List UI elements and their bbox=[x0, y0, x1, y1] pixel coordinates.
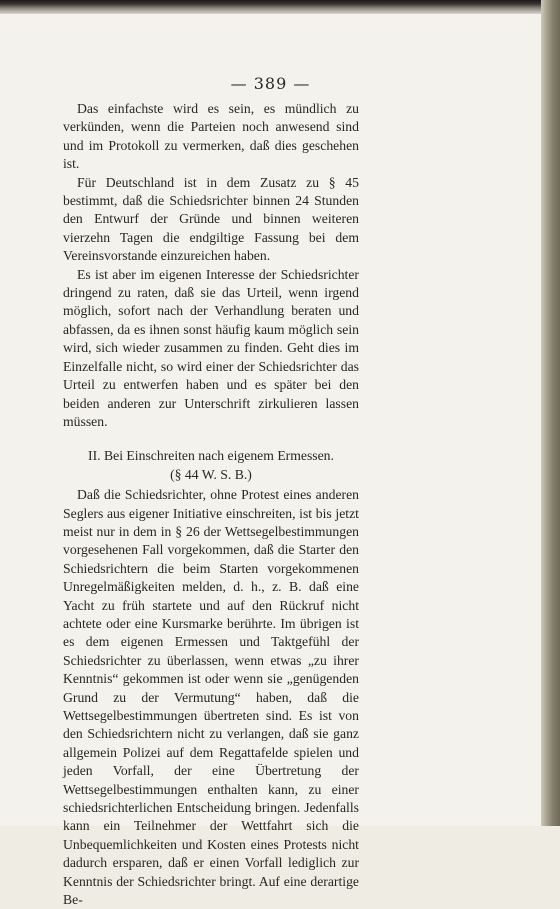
body-text bbox=[63, 100, 359, 909]
paragraph-3: Es ist aber im eigenen Interesse der Schiedsrichter dringend zu raten, daß sie das Urteil, wenn irgend möglich, sofort nach der Verhandlung beraten und abfassen, da es ihnen sonst häufig kaum möglich sein wird, sich wieder zusammen zu finden. Geht dies im Einzelfalle nicht, so wird einer der Schiedsrichter das Urteil zu entwerfen haben und es später bei den beiden anderen zur Unterschrift zirkulieren lassen müssen. bbox=[63, 266, 359, 429]
paragraph-1: Das einfachste wird es sein, es mündlich zu verkünden, wenn die Parteien noch anwesend sind und im Protokoll zu vermerken, daß dies geschehen ist. bbox=[63, 101, 359, 172]
section-heading-reference: (§ 44 W. S. B.) bbox=[170, 466, 252, 482]
page-edge-right bbox=[541, 0, 560, 826]
section-heading bbox=[63, 447, 359, 484]
section-heading-title: II. Bei Einschreiten nach eigenem Ermessen. bbox=[88, 448, 334, 464]
paragraph-4: Daß die Schiedsrichter, ohne Protest eines anderen Seglers aus eigener Initiative einschreiten, ist bis jetzt meist nur in dem in § 26 der Wettsegelbestimmungen vorgesehenen Fall vorgekommen, daß die Starter den Schiedsrichtern die beim Starten vorgekommenen Unregelmäßigkeiten melden, d. h., z. B. daß eine Yacht zu früh startete und auf den Rückruf nicht achtete oder eine Kursmarke berührte. Im übrigen ist es dem eigenen Ermessen und Taktgefühl der Schiedsrichter zu überlassen, wenn etwas „zu ihrer Kenntnis“ gekommen ist oder wenn sie „genügenden Grund zu der Vermutung“ haben, daß die Wettsegelbestimmungen übertreten sind. Es ist von den Schiedsrichtern nicht zu verlangen, daß sie ganz allgemein Polizei auf dem Regattafelde spielen und jeden Vorfall, der eine Übertretung der Wettsegelbestimmungen enthalten kann, zu einer schiedsrichterlichen Entscheidung bringen. Jedenfalls kann ein Teilnehmer der Wettfahrt sich die Unbequemlichkeiten und Kosten eines Protests nicht dadurch ersparen, daß er einen Vorfall lediglich zur Kenntnis der Schiedsrichter bringt. Auf eine derartige Be- bbox=[63, 487, 359, 908]
scan-top-edge bbox=[0, 0, 560, 14]
paragraph-2: Für Deutschland ist in dem Zusatz zu § 45 bestimmt, daß die Schiedsrichter binnen 24 Stunden den Entwurf der Gründe und binnen weiteren vierzehn Tagen die endgiltige Fassung bei dem Vereinsvorstande einzureichen haben. bbox=[63, 174, 359, 264]
page-number: — 389 — bbox=[230, 74, 311, 93]
